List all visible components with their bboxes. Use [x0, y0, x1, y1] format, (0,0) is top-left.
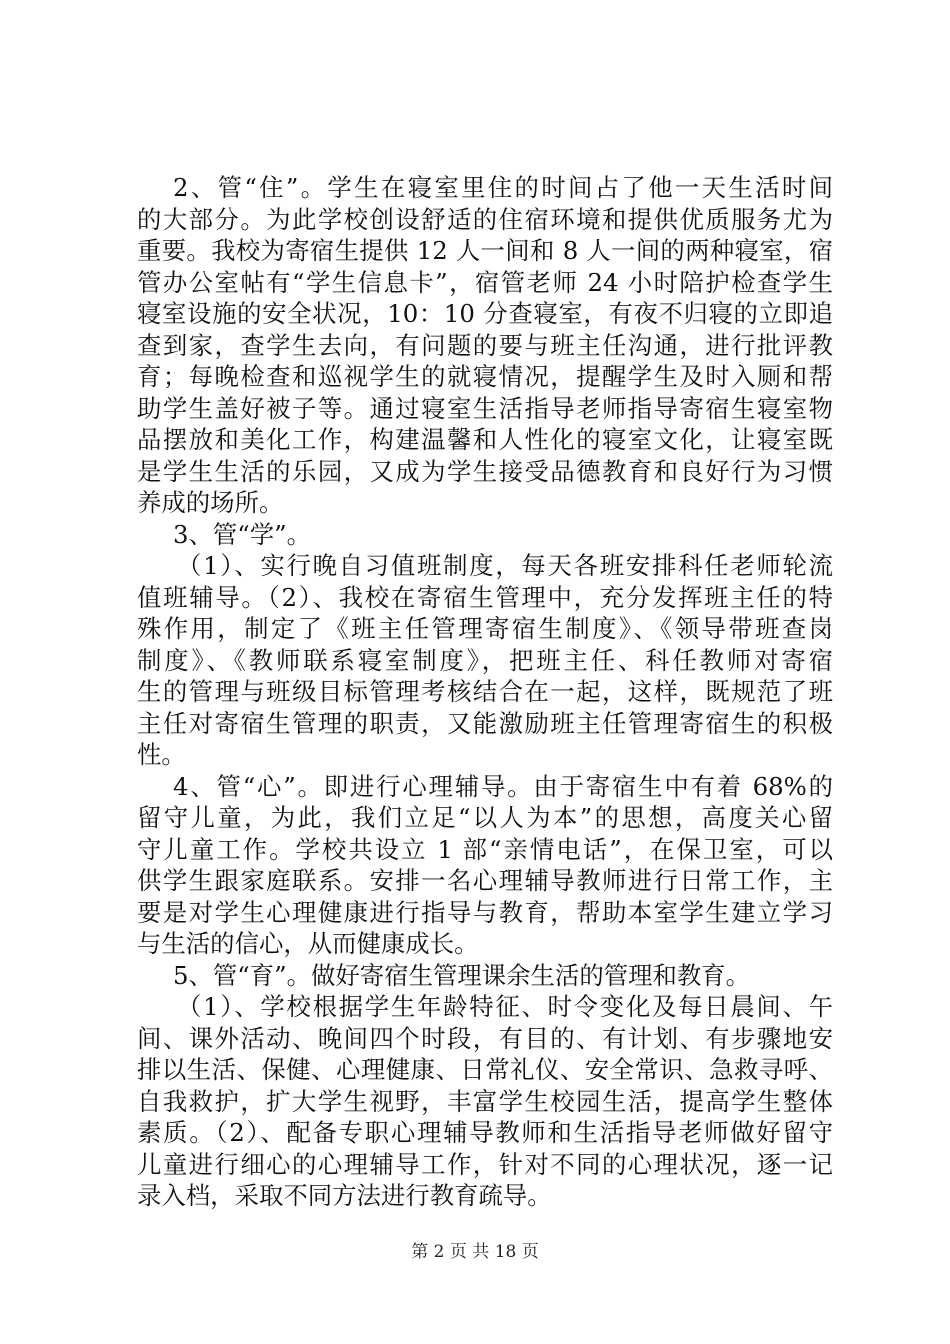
- paragraph: [137, 172, 833, 519]
- text-line: 与生活的信心，从而健康成长。: [137, 929, 479, 958]
- text-line: 排以生活、保健、心理健康、日常礼仪、安全常识、急救寻呼、: [137, 1055, 833, 1084]
- text-line: 要是对学生心理健康进行指导与教育，帮助本室学生建立学习: [137, 897, 833, 927]
- document-body: [137, 172, 833, 1212]
- text-line: 值班辅导。（2）、我校在寄宿生管理中，充分发挥班主任的特: [137, 582, 833, 612]
- text-line: 查到家，查学生去向，有问题的要与班主任沟通，进行批评教: [137, 330, 833, 360]
- paragraph: [137, 519, 833, 551]
- text-line: 殊作用，制定了《班主任管理寄宿生制度》、《领导带班查岗: [137, 614, 833, 643]
- paragraph: [137, 550, 833, 771]
- page-footer: [0, 1241, 950, 1263]
- text-line: 留守儿童，为此，我们立足“以人为本”的思想，高度关心留: [137, 803, 833, 832]
- text-line: 供学生跟家庭联系。安排一名心理辅导教师进行日常工作，主: [137, 866, 833, 895]
- page-number: 第 2 页 共 18 页: [411, 1242, 539, 1262]
- text-line: 2、管“住”。学生在寝室里住的时间占了他一天生活时间: [173, 173, 833, 202]
- text-line: 重要。我校为寄宿生提供 12 人一间和 8 人一间的两种寝室，宿: [137, 236, 833, 265]
- text-line: 自我救护，扩大学生视野，丰富学生校园生活，提高学生整体: [137, 1086, 833, 1116]
- paragraph: [137, 771, 833, 960]
- text-line: 的大部分。为此学校创设舒适的住宿环境和提供优质服务尤为: [137, 204, 833, 234]
- text-line: 品摆放和美化工作，构建温馨和人性化的寝室文化，让寝室既: [137, 425, 833, 454]
- text-line: 素质。（2）、配备专职心理辅导教师和生活指导老师做好留守: [137, 1118, 833, 1147]
- paragraph: [137, 960, 833, 992]
- text-line: 5、管“育”。做好寄宿生管理课余生活的管理和教育。: [173, 960, 751, 990]
- text-line: 儿童进行细心的心理辅导工作，针对不同的心理状况，逐一记: [137, 1149, 833, 1179]
- text-line: 制度》、《教师联系寝室制度》，把班主任、科任教师对寄宿: [137, 645, 833, 675]
- text-line: 助学生盖好被子等。通过寝室生活指导老师指导寄宿生寝室物: [137, 393, 833, 423]
- text-line: 寝室设施的安全状况，10：10 分查寝室，有夜不归寝的立即追: [137, 299, 833, 328]
- text-line: 主任对寄宿生管理的职责，又能激励班主任管理寄宿生的积极: [137, 708, 833, 738]
- text-line: 生的管理与班级目标管理考核结合在一起，这样，既规范了班: [137, 677, 833, 706]
- text-line: 4、管“心”。即进行心理辅导。由于寄宿生中有着 68%的: [173, 771, 833, 801]
- text-line: 性。: [137, 740, 186, 769]
- paragraph: [137, 991, 833, 1212]
- text-line: 是学生生活的乐园，又成为学生接受品德教育和良好行为习惯: [137, 456, 833, 486]
- text-line: （1）、实行晚自习值班制度，每天各班安排科任老师轮流: [177, 551, 833, 580]
- text-line: 3、管“学”。: [173, 519, 312, 549]
- text-line: 养成的场所。: [137, 488, 284, 517]
- text-line: 管办公室帖有“学生信息卡”，宿管老师 24 小时陪护检查学生: [137, 267, 833, 297]
- text-line: （1）、学校根据学生年龄特征、时令变化及每日晨间、午: [177, 992, 833, 1021]
- text-line: 间、课外活动、晚间四个时段，有目的、有计划、有步骤地安: [137, 1023, 833, 1053]
- text-line: 育；每晚检查和巡视学生的就寝情况，提醒学生及时入厕和帮: [137, 362, 833, 391]
- text-line: 守儿童工作。学校共设立 1 部“亲情电话”，在保卫室，可以: [137, 834, 833, 864]
- text-line: 录入档，采取不同方法进行教育疏导。: [137, 1181, 552, 1210]
